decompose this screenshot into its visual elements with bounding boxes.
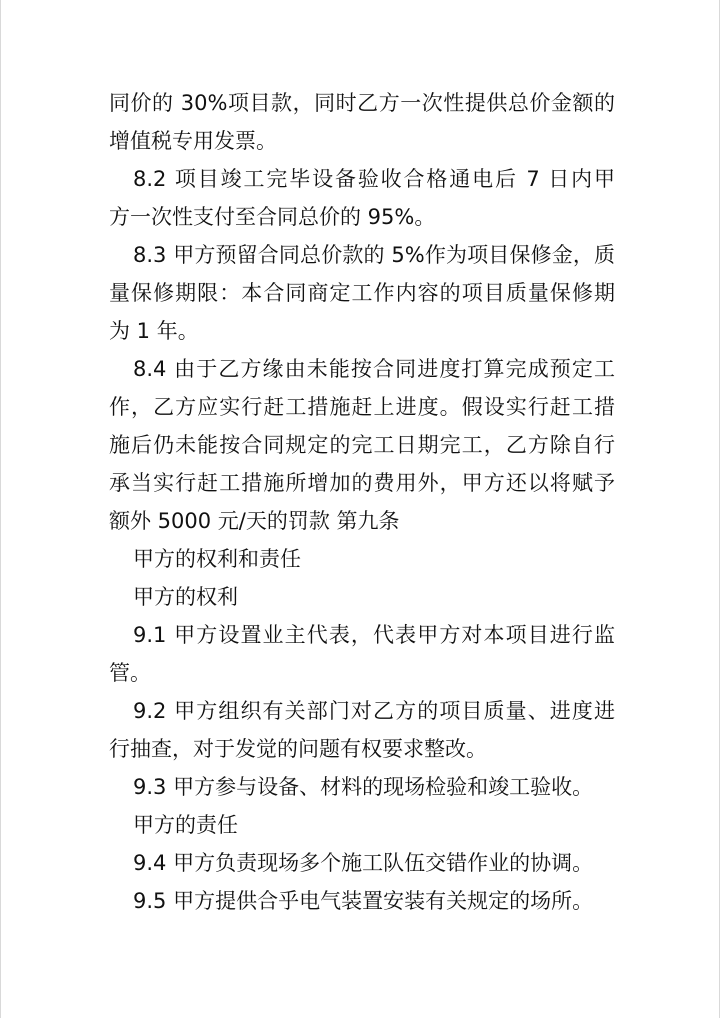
text-line: 方一次性支付至合同总价的 95%。 xyxy=(109,205,436,229)
text-line: 行抽查，对于发觉的问题有权要求整改。 xyxy=(109,737,487,761)
subsection-heading: 甲方的权利 xyxy=(133,585,238,609)
text-line: 为 1 年。 xyxy=(109,319,199,343)
document-body xyxy=(109,84,615,920)
text-line: 同价的 30%项目款，同时乙方一次性提供总价金额的 xyxy=(109,91,615,115)
text-line: 9.3 甲方参与设备、材料的现场检验和竣工验收。 xyxy=(133,775,594,799)
text-line: 9.5 甲方提供合乎电气装置安装有关规定的场所。 xyxy=(133,889,594,913)
text-line: 9.2 甲方组织有关部门对乙方的项目质量、进度进 xyxy=(133,699,615,723)
text-line: 9.4 甲方负责现场多个施工队伍交错作业的协调。 xyxy=(133,851,594,875)
subsection-heading: 甲方的责任 xyxy=(133,813,238,837)
text-line: 8.2 项目竣工完毕设备验收合格通电后 7 日内甲 xyxy=(133,167,615,191)
text-line: 承当实行赶工措施所增加的费用外，甲方还以将赋予 xyxy=(109,471,615,495)
text-line: 9.1 甲方设置业主代表，代表甲方对本项目进行监 xyxy=(133,623,615,647)
text-line: 8.3 甲方预留合同总价款的 5%作为项目保修金，质 xyxy=(133,243,615,267)
section-heading: 甲方的权利和责任 xyxy=(133,547,301,571)
text-line: 作，乙方应实行赶工措施赶上进度。假设实行赶工措 xyxy=(109,395,615,419)
text-line: 8.4 由于乙方缘由未能按合同进度打算完成预定工 xyxy=(133,357,615,381)
text-line: 管。 xyxy=(109,661,151,685)
text-line: 额外 5000 元/天的罚款 第九条 xyxy=(109,509,400,533)
text-line: 施后仍未能按合同规定的完工日期完工，乙方除自行 xyxy=(109,433,615,457)
text-line: 增值税专用发票。 xyxy=(109,129,277,153)
text-line: 量保修期限：本合同商定工作内容的项目质量保修期 xyxy=(109,281,615,305)
